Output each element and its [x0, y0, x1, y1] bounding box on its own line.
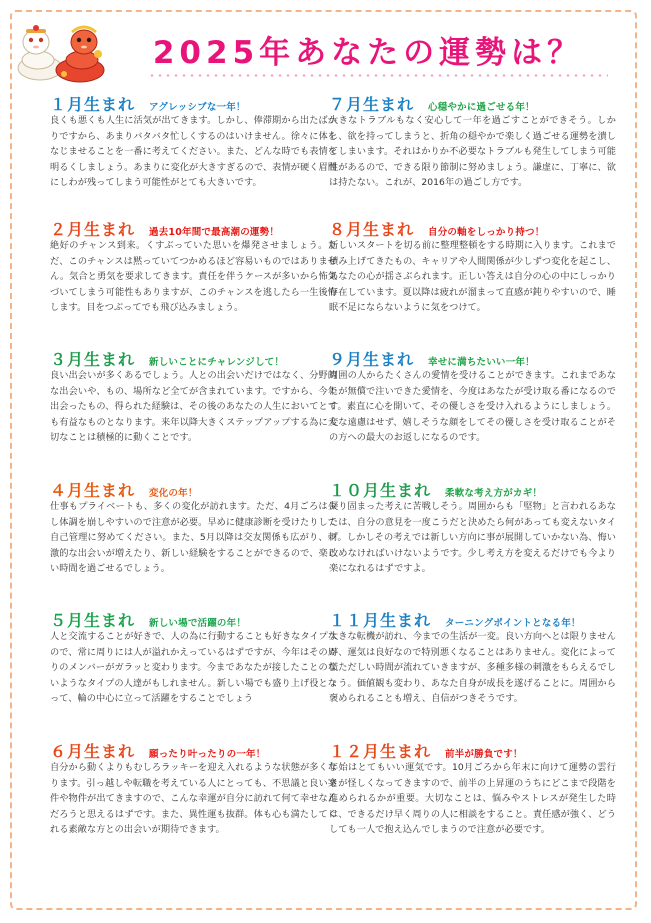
- month-subtitle: 新しい場で活躍の年！: [149, 618, 247, 629]
- month-subtitle: 願ったり叶ったりの一年！: [149, 749, 266, 760]
- section-june: [50, 739, 337, 838]
- section-august: [329, 217, 616, 316]
- month-fortune-text: 年始はとてもいい運気です。10月ごろから年末に向けて運勢の雲行きが怪しくなってきますので、前半の上昇運のうちにどこまで段階を進められるかが重要。大切なことは、悩みやストレスが発生した時は、できるだけ早く周りの人に相談をすること。責任感が強く、どうしても一人で抱え込んでしまうので注意が必要です。: [329, 762, 616, 836]
- month-subtitle: 変化の年！: [149, 488, 198, 499]
- month-fortune-text: 周囲の人からたくさんの愛情を受けることができます。これまであなたが無償で注いできた愛情を、今度はあなたが受け取る番になるのです。素直に心を開いて、その優しさを受け入れるようにしましょう。変な遠慮はせず、嬉しそうな顔をしてその優しさを受け取ることがその方への最大のお返しになるのです。: [329, 370, 616, 444]
- month-label: １２月生まれ: [329, 742, 432, 761]
- section-heading: [50, 347, 337, 369]
- month-fortune-text: 人と交流することが好きで、人の為に行動することも好きなタイプなので、常に周りには人が溢れかえっているはずですが、今年はその周りのメンバーがガラッと変わります。今まであなたが接したことのないようなタイプの人達がもしれません。新しい場でも盛り上げ役となって、輪の中心に立って活躍をすることでしょう: [50, 631, 337, 705]
- month-label: １１月生まれ: [329, 611, 432, 630]
- section-january: [50, 92, 337, 191]
- month-fortune-text: 絶好のチャンス到来。くすぶっていた思いを爆発させましょう。ただ、このチャンスは黙っていてつかめるほど容易いものではありません。気合と勇気を要求してきます。責任を伴うケースが多いから怖気づいてしまう可能性もありますが、このチャンスを逃したら一生後悔します。目をつぶってでも飛び込みましょう。: [50, 240, 337, 314]
- month-subtitle: 柔軟な考え方がカギ！: [445, 488, 543, 499]
- section-heading: [329, 739, 616, 761]
- month-subtitle: 新しいことにチャレンジして！: [149, 357, 285, 368]
- month-label: ４月生まれ: [50, 481, 136, 500]
- month-fortune-text: 大きな転機が訪れ、今までの生活が一変。良い方向へとは限りませんが、運気は良好なので特別悪くなることはありません。変化によって慌ただしい時間が流れていきますが、多種多様の刺激をもらえるでしょう。価値観も変わり、あなた自身が成長を遂げることに。周囲から褒められることも増え、自信がつきそうです。: [329, 631, 616, 705]
- month-label: １月生まれ: [50, 95, 136, 114]
- title-underline: [148, 74, 608, 77]
- section-july: [329, 92, 616, 191]
- section-may: [50, 608, 337, 707]
- month-subtitle: 前半が勝負です！: [445, 749, 523, 760]
- section-heading: [329, 347, 616, 369]
- month-label: ８月生まれ: [329, 220, 415, 239]
- month-subtitle: 心穏やかに過ごせる年！: [428, 102, 535, 113]
- month-fortune-text: 新しいスタートを切る前に整理整頓をする時期に入ります。これまで積み上げてきたもの、キャリアや人間関係が少しずつ変化を起こし、あなたの心が揺さぶられます。正しい答えは自分の心の中にしっかり存在しています。夏以降は疲れが溜まって直感が鈍りやすいので、睡眠不足にならないように気をつけて。: [329, 240, 616, 314]
- month-subtitle: アグレッシブな一年！: [149, 102, 246, 113]
- section-december: [329, 739, 616, 838]
- month-fortune-text: 自分から動くよりもむしろラッキーを迎え入れるような状態が多くなります。引っ越しや転職を考えている人にとっても、不思議と良い案件や物件が出てきますので、こんな幸運が自分に訪れて何て幸せなんだろうと思えるはずです。また、異性運も抜群。体も心も満たしてくれる素敵な方との出会いが期待できます。: [50, 762, 337, 836]
- section-november: [329, 608, 616, 707]
- section-heading: [50, 739, 337, 761]
- month-fortune-text: 凝り固まった考えに苦戦しそう。周囲からも「堅物」と言われるあなたは、自分の意見を一度こうだと決めたら何があっても変えないタイプ。しかしその考えでは新しい方向に事が展開していかない為、悔い改めなければいけないようです。少し考え方を変えるだけでも今より楽になれるはずですよ。: [329, 501, 616, 575]
- month-fortune-text: 仕事もプライベートも、多くの変化が訪れます。ただ、4月ごろは少し体調を崩しやすいので注意が必要。早めに健康診断を受けたりして自己管理に努めてください。また、5月以降は交友関係も広がり、刺激的な出会いが増えたり、新しい経験をすることができるので、楽しい時間を過ごせるでしょう。: [50, 501, 337, 575]
- section-heading: [50, 92, 337, 114]
- month-label: ５月生まれ: [50, 611, 136, 630]
- section-march: [50, 347, 337, 446]
- month-subtitle: ターニングポイントとなる年！: [445, 618, 581, 629]
- month-subtitle: 過去10年間で最高潮の運勢！: [149, 227, 280, 238]
- month-label: ６月生まれ: [50, 742, 136, 761]
- section-heading: [329, 217, 616, 239]
- month-subtitle: 幸せに満ちたいい一年！: [428, 357, 535, 368]
- month-label: ９月生まれ: [329, 350, 415, 369]
- snake-mascot-icon: [14, 20, 110, 84]
- month-label: ２月生まれ: [50, 220, 136, 239]
- month-fortune-text: 大きなトラブルもなく安心して一年を過ごすことができそう。しかし、欲を持ってしまうと、折角の穏やかで楽しく過ごせる運勢を潰してしまいます。それはかりか不必要なトラブルも発生してしまう可能性があるので、できる限り節制に努めましょう。謙虚に、丁寧に、欲は持たない。これが、2016年の過ごし方です。: [329, 115, 616, 189]
- section-october: [329, 478, 616, 577]
- month-fortune-text: 良くも悪くも人生に活気が出てきます。しかし、俸滞期から出たばかりですから、あまりバタバタ忙しくするのはいけません。徐々に体をなじませることを一番に考えてください。また、どんな時でも表情を明るくしましょう。あまりに変化が大きすぎるので、表情が硬く眉間にしわが残ってしまう可能性がとても大きいです。: [50, 115, 337, 189]
- section-heading: [50, 478, 337, 500]
- month-label: ３月生まれ: [50, 350, 136, 369]
- section-heading: [50, 217, 337, 239]
- section-april: [50, 478, 337, 577]
- month-subtitle: 自分の軸をしっかり持つ！: [428, 227, 545, 238]
- section-heading: [329, 92, 616, 114]
- section-heading: [50, 608, 337, 630]
- page-title: 2025年あなたの運勢は？: [152, 35, 584, 71]
- month-label: １０月生まれ: [329, 481, 432, 500]
- section-heading: [329, 478, 616, 500]
- section-heading: [329, 608, 616, 630]
- month-fortune-text: 良い出会いが多くあるでしょう。人との出会いだけではなく、分野的な出会いや、もの、場所など全てが含まれています。ですから、今年出会ったもの、得られた経験は、その後のあなたの人生においてとても有益なものとなります。来年以降大きくステップアップする為に大切なことは積極的に動くことです。: [50, 370, 337, 444]
- section-september: [329, 347, 616, 446]
- month-label: ７月生まれ: [329, 95, 415, 114]
- section-february: [50, 217, 337, 316]
